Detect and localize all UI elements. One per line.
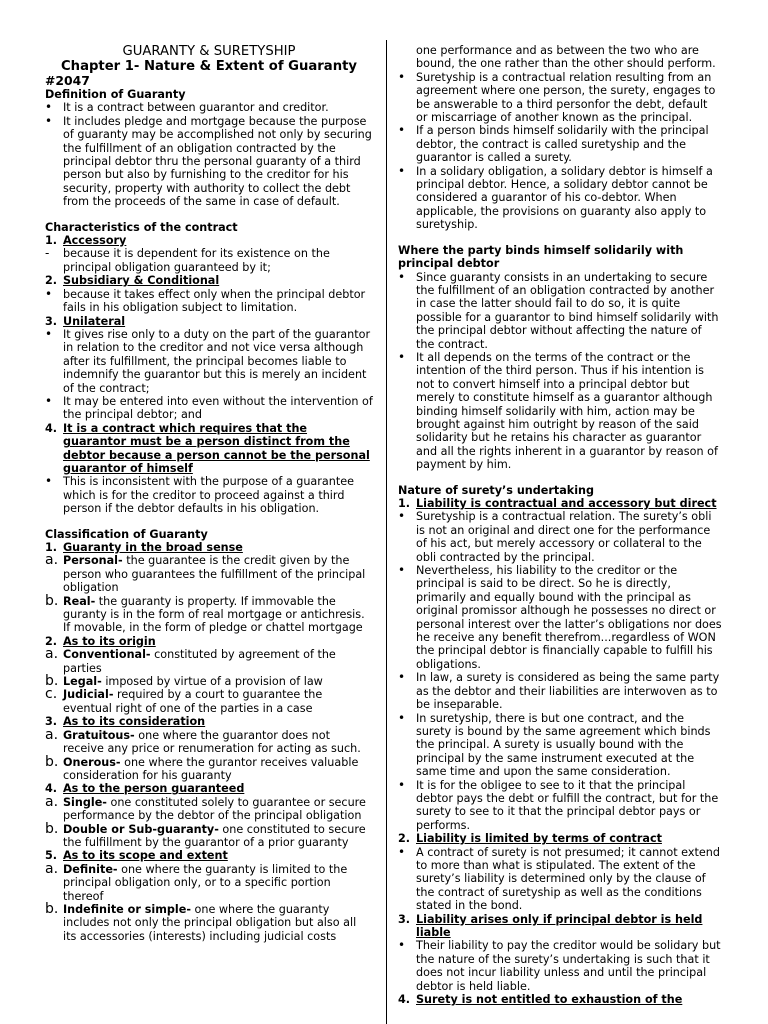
list-item: • It is a contract between guarantor and creditor. — [45, 100, 329, 115]
numbered-item: 3. As to its consideration — [45, 715, 206, 729]
list-item: - because it is dependent for its existence on the principal obligation guaranteed by it; — [45, 246, 330, 274]
lettered-item: b. Double or Sub-guaranty- one constituted to secure the fulfillment by the guarantor of a prior guaranty — [45, 820, 366, 849]
section-heading: Definition of Guaranty — [45, 88, 186, 101]
left-column — [45, 44, 373, 943]
list-item: • In suretyship, there is but one contract, and the surety is bound by the same agreement which binds the principal. A surety is usually bound with the principal by the same instrument executed at the same time and upon the same consideration. — [398, 710, 711, 779]
section-heading: Nature of surety’s undertaking — [398, 483, 595, 497]
list-item: • Suretyship is a contractual relation. The surety’s obli is not an original and direct one for the performance of his act, but merely accessory or collateral to the obli contracted by the principal. — [398, 509, 712, 564]
chapter-heading: Chapter 1- Nature & Extent of Guaranty — [61, 59, 357, 74]
article-number: #2047 — [45, 73, 90, 88]
numbered-item: 4. Surety is not entitled to exhaustion of the — [398, 993, 683, 1007]
list-item: • It may be entered into even without the intervention of the principal debtor; and — [45, 393, 373, 422]
list-item: • Suretyship is a contractual relation resulting from an agreement where one person, the surety, engages to be answerable to a third personfor the debt, default or miscarriage of another known as the principal. — [398, 69, 716, 125]
list-item: • If a person binds himself solidarily with the principal debtor, the contract is called suretyship and the guarantor is called a surety. — [398, 123, 709, 165]
list-item: • It all depends on the terms of the contract or the intention of the third person. Thus if his intention is not to convert himself into a principal debtor but merely to constitute himself as a guarantor although binding himself solidarily with him, action may be brought against him outright by reason of the said solidarity but he retains his character as guarantor and all the rights inherent in a guarantor by reason of payment by him. — [398, 349, 718, 472]
numbered-item: 4. It is a contract which requires that the guarantor must be a person distinct from the debtor because a person cannot be the personal guarantor of himself — [45, 421, 370, 475]
column-divider — [386, 40, 387, 1024]
list-item: • In a solidary obligation, a solidary debtor is himself a principal debtor. Hence, a solidary debtor cannot be considered a guarantor of his co-debtor. When applicable, the provisions on guaranty also apply to suretyship. — [398, 163, 713, 232]
list-item: • A contract of surety is not presumed; it cannot extend to more than what is stipulated. The extent of the surety’s liability is determined only by the clause of the contract of suretyship as well as the conditions stated in the bond. — [398, 844, 720, 913]
numbered-item: 2. As to its origin — [45, 634, 156, 648]
lettered-item: a. Single- one constituted solely to guarantee or secure performance by the debtor of the principal obligation — [45, 793, 366, 823]
numbered-item: 5. As to its scope and extent — [45, 849, 228, 863]
lettered-item: a. Gratuitous- one where the guarantor does not receive any price or renumeration for acting as such. — [45, 726, 361, 756]
numbered-item: 3. Unilateral — [45, 314, 126, 328]
numbered-item: 4. As to the person guaranteed — [45, 782, 245, 796]
list-item: • Nevertheless, his liability to the creditor or the principal is said to be direct. So he is directly, primarily and equally bound with the principal as original promissor although he possesses no direct or personal interest over the latter’s obligations nor does he receive any benefit therefrom...regardless of WON the principal debtor is financially capable to fulfill his obligations. — [398, 563, 722, 671]
numbered-item: 1. Guaranty in the broad sense — [45, 541, 243, 554]
section-heading: Classification of Guaranty — [45, 527, 208, 541]
numbered-item: 1. Accessory — [45, 234, 127, 248]
lettered-item: a. Definite- one where the guaranty is limited to the principal obligation only, or to a specific portion thereof — [45, 860, 348, 903]
right-column — [398, 44, 722, 1006]
lettered-item: b. Legal- imposed by virtue of a provision of law — [45, 673, 323, 690]
lettered-item: a. Conventional- constituted by agreement of the parties — [45, 646, 336, 675]
list-item: • Since guaranty consists in an undertaking to secure the fulfillment of an obligation contracted by another in case the latter should fail to do so, it is quite possible for a guarantor to bind himself solidarily with the principal debtor without affecting the nature of the contract. — [398, 269, 719, 351]
lettered-item: b. Onerous- one where the gurantor receives valuable consideration for his guaranty — [45, 753, 359, 782]
list-item: • It includes pledge and mortgage because the purpose of guaranty may be accomplished not only by securing the fulfillment of an obligation contracted by the principal debtor thru the personal guaranty of a third person but also by furnishing to the creditor for his security, property with authority to collect the debt from the proceeds of the same in case of default. — [45, 113, 372, 209]
section-heading: Characteristics of the contract — [45, 220, 238, 234]
numbered-item: 2. Liability is limited by terms of contract — [398, 832, 662, 846]
lettered-item: b. Indefinite or simple- one where the guaranty includes not only the principal obligation but also all its accessories (interests) including judicial costs — [45, 900, 357, 943]
lettered-item: a. Personal- the guarantee is the credit given by the person who guarantees the fulfillment of the principal obligation — [45, 552, 366, 595]
numbered-item: 2. Subsidiary & Conditional — [45, 274, 220, 288]
list-item: • It is for the obligee to see to it that the principal debtor pays the debt or fulfill the contract, but for the surety to see to it that the principal debtor pays or performs. — [398, 777, 719, 832]
numbered-item: 3. Liability arises only if principal debtor is held liable — [398, 912, 703, 939]
list-item: • It gives rise only to a duty on the part of the guarantor in relation to the creditor and not vice versa although after its fulfillment, the principal becomes liable to indemnify the guarantor but this is merely an incident of the contract; — [45, 326, 371, 395]
numbered-item: 1. Liability is contractual and accessory but direct — [398, 497, 717, 510]
section-heading: Where the party binds himself solidarily with principal debtor — [398, 243, 684, 271]
lettered-item: b. Real- the guaranty is property. If immovable the guranty is in the form of real mortgage or antichresis. If movable, in the form of pledge or chattel mortgage — [45, 592, 365, 635]
document-title: GUARANTY & SURETYSHIP — [122, 44, 296, 59]
list-item: • This is inconsistent with the purpose of a guarantee which is for the creditor to proceed against a third person if the debtor defaults in his obligation. — [45, 474, 354, 516]
lettered-item: c. Judicial- required by a court to guarantee the eventual right of one of the parties in a case — [45, 686, 323, 715]
list-item: • Their liability to pay the creditor would be solidary but the nature of the surety’s undertaking is such that it does not incur liability unless and until the principal debtor is held liable. — [398, 938, 721, 993]
continued-text: one performance and as between the two who are bound, the one rather than the other should perform. — [416, 44, 716, 71]
list-item: • because it takes effect only when the principal debtor fails in his obligation subject to limitation. — [45, 286, 366, 315]
list-item: • In law, a surety is considered as being the same party as the debtor and their liabilities are interwoven as to be inseparable. — [398, 670, 720, 712]
